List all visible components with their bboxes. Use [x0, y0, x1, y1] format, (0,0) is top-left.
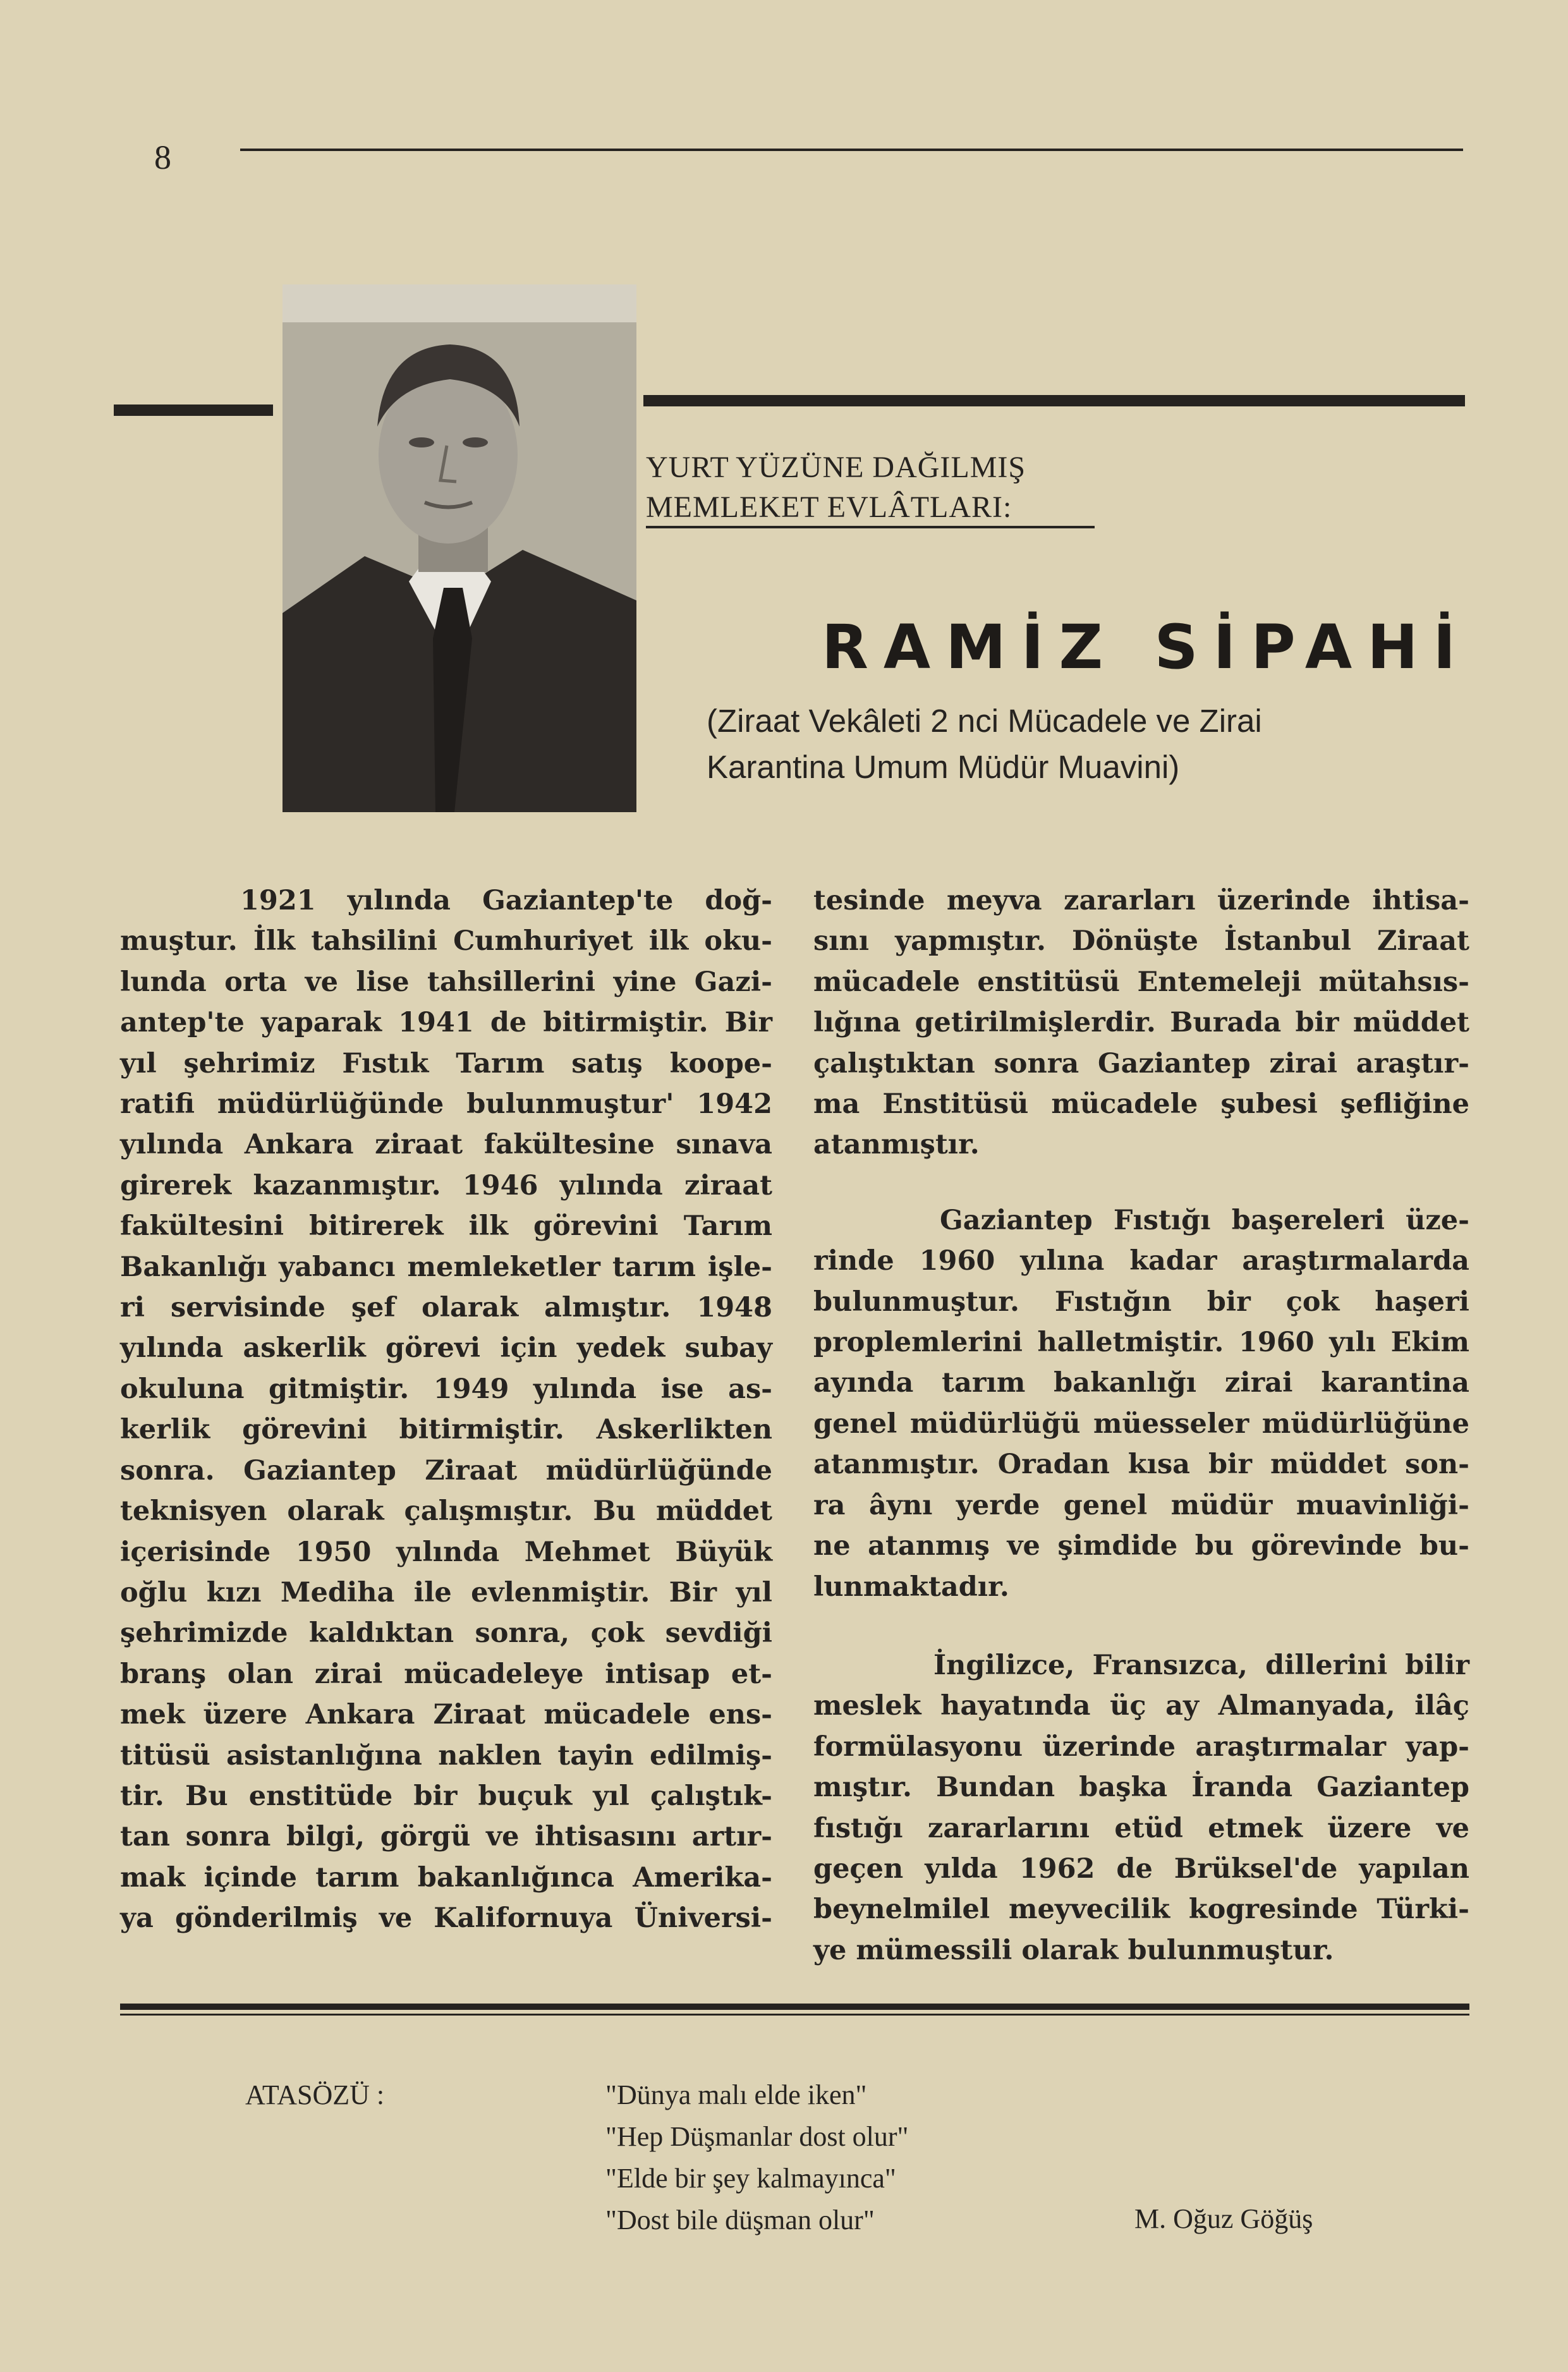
text-line: yılında askerlik görevi için yedek subay: [120, 1332, 772, 1365]
text-line: lığına getirilmişlerdir. Burada bir müddet: [813, 1007, 1469, 1039]
heading-line-1: YURT YÜZÜNE DAĞILMIŞ: [646, 451, 1026, 484]
text-line: tesinde meyva zararları üzerinde ihtisa-: [813, 885, 1469, 916]
text-line: girerek kazanmıştır. 1946 yılında ziraat: [120, 1169, 772, 1201]
top-rule: [240, 149, 1463, 151]
text-line: ya gönderilmiş ve Kalifornuya Üniversi-: [120, 1902, 772, 1935]
text-line: beynelmilel meyvecilik kogresinde Türki-: [813, 1894, 1469, 1926]
text-line: lunda orta ve lise tahsillerini yine Gazi-: [120, 966, 772, 998]
text-line: ratifi müdürlüğünde bulunmuştur' 1942: [120, 1088, 772, 1121]
person-title-line-1: (Ziraat Vekâleti 2 nci Mücadele ve Zirai: [707, 703, 1262, 739]
text-line: titüsü asistanlığına naklen tayin edilmiş-: [120, 1739, 772, 1772]
left-column: [120, 880, 772, 1939]
person-title: [707, 698, 1262, 790]
text-line: mıştır. Bundan başka İranda Gaziantep: [813, 1772, 1469, 1804]
text-line: ri servisinde şef olarak almıştır. 1948: [120, 1292, 772, 1324]
text-line: ye mümessili olarak bulunmuştur.: [813, 1934, 1334, 1966]
heading-underline: [646, 526, 1095, 528]
text-line: formülasyonu üzerinde araştırmalar yap-: [813, 1730, 1469, 1763]
section-bar-left: [114, 404, 273, 416]
text-line: mak içinde tarım bakanlığınca Amerika-: [120, 1861, 772, 1894]
text-line: okuluna gitmiştir. 1949 yılında ise as-: [120, 1373, 772, 1405]
text-line: antep'te yaparak 1941 de bitirmiştir. Bir: [120, 1007, 772, 1039]
text-line: branş olan zirai mücadeleye intisap et-: [120, 1658, 772, 1690]
text-line: çalıştıktan sonra Gaziantep zirai araştır-: [813, 1047, 1469, 1080]
text-line: ayında tarım bakanlığı zirai karantina: [813, 1367, 1469, 1399]
proverb-lines: [605, 2074, 909, 2241]
text-line: içerisinde 1950 yılında Mehmet Büyük: [120, 1536, 772, 1568]
text-line: atanmıştır. Oradan kısa bir müddet son-: [813, 1449, 1469, 1481]
proverb-line: "Elde bir şey kalmayınca": [605, 2163, 896, 2194]
proverb-label: ATASÖZÜ :: [245, 2079, 385, 2110]
proverb-line: "Hep Düşmanlar dost olur": [605, 2121, 909, 2152]
text-line: yılında Ankara ziraat fakültesine sınava: [120, 1129, 772, 1161]
text-line: tir. Bu enstitüde bir buçuk yıl çalıştık-: [120, 1780, 772, 1812]
page-number: 8: [154, 138, 171, 176]
text-line: yıl şehrimiz Fıstık Tarım satış koope-: [120, 1047, 772, 1080]
text-line: Gaziantep Fıstığı başereleri üze-: [940, 1204, 1469, 1236]
text-line: kerlik görevini bitirmiştir. Askerlikten: [120, 1414, 772, 1446]
footer-rule-thin: [120, 2014, 1469, 2016]
text-line: ne atanmış ve şimdide bu görevinde bu-: [813, 1530, 1469, 1562]
text-line: lunmaktadır.: [813, 1571, 1009, 1603]
person-name: RAMİZ SİPAHİ: [822, 612, 1471, 683]
text-line: İngilizce, Fransızca, dillerini bilir: [933, 1649, 1469, 1681]
text-line: oğlu kızı Mediha ile evlenmiştir. Bir yıl: [120, 1576, 772, 1609]
text-line: mek üzere Ankara Ziraat mücadele ens-: [120, 1699, 772, 1731]
proverb-author: M. Oğuz Göğüş: [1134, 2203, 1313, 2234]
person-title-line-2: Karantina Umum Müdür Muavini): [707, 749, 1180, 785]
text-line: 1921 yılında Gaziantep'te doğ-: [240, 885, 772, 916]
text-line: muştur. İlk tahsilini Cumhuriyet ilk oku-: [120, 925, 772, 958]
text-line: meslek hayatında üç ay Almanyada, ilâç: [813, 1690, 1469, 1722]
text-line: fakültesini bitirerek ilk görevini Tarım: [120, 1210, 772, 1243]
text-line: rinde 1960 yılına kadar araştırmalarda: [813, 1245, 1469, 1277]
text-line: fıstığı zararlarını etüd etmek üzere ve: [813, 1812, 1469, 1844]
text-line: teknisyen olarak çalışmıştır. Bu müddet: [120, 1495, 772, 1528]
text-line: proplemlerini halletmiştir. 1960 yılı Ekim: [813, 1327, 1469, 1359]
text-line: ra âynı yerde genel müdür muavinliği-: [813, 1489, 1469, 1521]
text-line: atanmıştır.: [813, 1129, 980, 1161]
text-line: bulunmuştur. Fıstığın bir çok haşeri: [813, 1286, 1469, 1318]
text-line: tan sonra bilgi, görgü ve ihtisasını artır-: [120, 1821, 772, 1853]
right-column: [813, 880, 1469, 1971]
text-line: Bakanlığı yabancı memleketler tarım işle-: [120, 1251, 772, 1283]
text-line: sonra. Gaziantep Ziraat müdürlüğünde: [120, 1454, 772, 1487]
text-line: şehrimizde kaldıktan sonra, çok sevdiği: [120, 1617, 772, 1650]
section-bar-right: [643, 395, 1465, 406]
proverb-line: "Dünya malı elde iken": [605, 2079, 867, 2110]
proverb-line: "Dost bile düşman olur": [605, 2205, 875, 2235]
text-line: mücadele enstitüsü Entemeleji mütahsıs-: [813, 966, 1469, 998]
text-line: geçen yılda 1962 de Brüksel'de yapılan: [813, 1852, 1469, 1885]
portrait-illustration: [283, 284, 636, 812]
section-heading: [646, 447, 1026, 527]
portrait-photo: [283, 284, 636, 812]
footer-rule-thick: [120, 2004, 1469, 2010]
text-line: sını yapmıştır. Dönüşte İstanbul Ziraat: [813, 925, 1469, 958]
heading-line-2: MEMLEKET EVLÂTLARI:: [646, 490, 1012, 524]
text-line: ma Enstitüsü mücadele şubesi şefliğine: [813, 1088, 1469, 1121]
text-line: genel müdürlüğü müesseler müdürlüğüne: [813, 1408, 1469, 1440]
